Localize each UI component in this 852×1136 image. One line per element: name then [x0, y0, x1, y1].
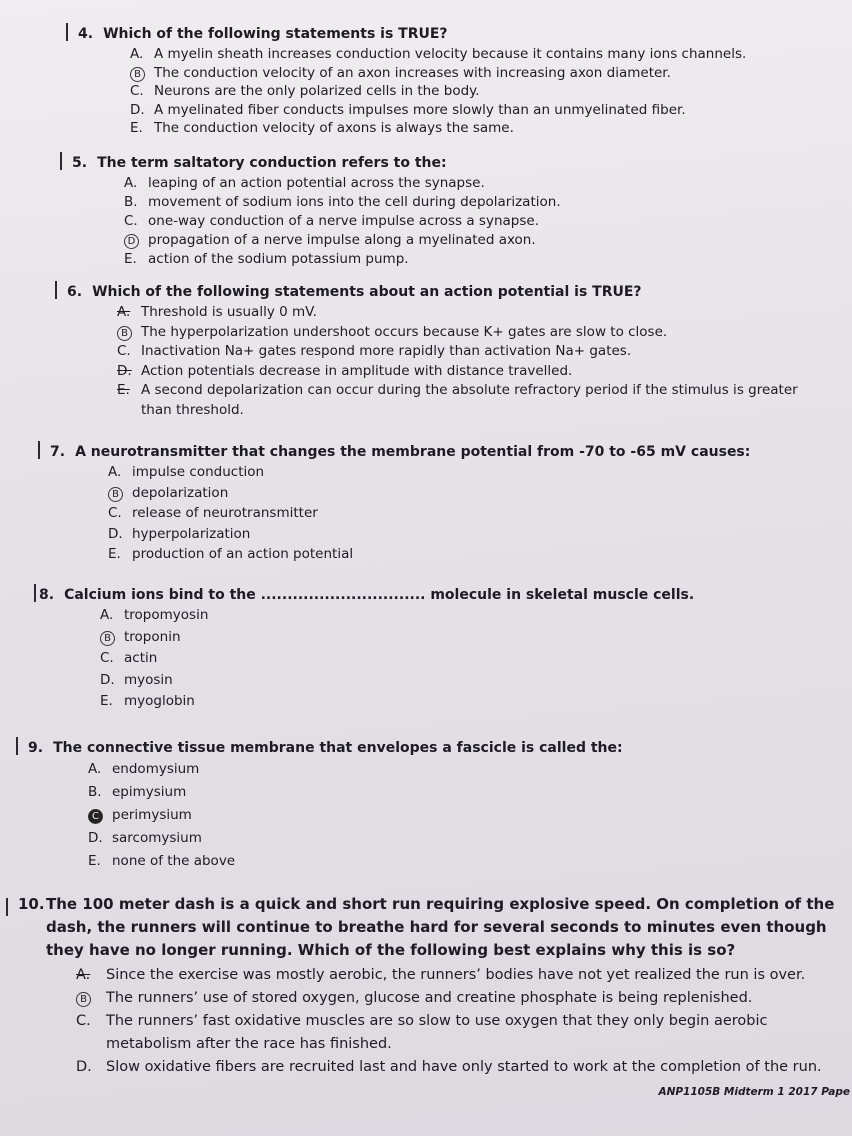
question-6-stem	[55, 278, 830, 300]
option-e: E. The conduction velocity of axons is always the same.	[130, 120, 514, 136]
question-text: Which of the following statements about an action potential is TRUE?	[92, 284, 642, 300]
option-d: D. A myelinated fiber conducts impulses more slowly than an unmyelinated fiber.	[130, 101, 686, 118]
question-text: The connective tissue membrane that envelopes a fascicle is called the:	[53, 740, 623, 756]
question-8	[34, 581, 824, 713]
answer-mark-crossed: D.	[117, 362, 132, 379]
option-b: B The conduction velocity of an axon increases with increasing axon diameter.	[130, 64, 826, 83]
option-c: C. release of neurotransmitter	[108, 505, 318, 521]
option-a: A. endomysium	[88, 761, 200, 777]
option-b: B. epimysium	[88, 784, 187, 800]
margin-tick	[34, 584, 36, 602]
question-number: 4.	[78, 26, 94, 42]
option-b: B troponin	[100, 627, 824, 649]
option-list	[16, 758, 816, 873]
option-a: A. Since the exercise was mostly aerobic, the runners’ bodies have not yet realized the run is over.	[76, 964, 844, 987]
question-text: The 100 meter dash is a quick and short run requiring explosive speed. On completion of the dash, the runners will continue to breathe hard for several seconds to minutes even though they have no longer running. Which of the following best explains why this is so?	[46, 895, 835, 959]
answer-mark-circled: B	[100, 631, 115, 646]
option-d: D. hyperpolarization	[108, 525, 251, 542]
answer-mark-circled: D	[124, 234, 139, 249]
question-6	[55, 278, 830, 420]
margin-tick	[55, 281, 57, 299]
option-c: C. Inactivation Na+ gates respond more rapidly than activation Na+ gates.	[117, 343, 632, 359]
question-text: Calcium ions bind to the ............................... molecule in skeletal muscle cells.	[64, 587, 695, 603]
question-9	[16, 734, 816, 873]
option-b: B. movement of sodium ions into the cell during depolarization.	[124, 194, 561, 210]
question-10	[6, 893, 844, 1079]
answer-mark-filled: C	[88, 809, 103, 824]
option-d: D. Action potentials decrease in amplitude with distance travelled.	[117, 362, 830, 382]
option-list	[6, 964, 844, 1079]
option-a: A. Threshold is usually 0 mV.	[117, 303, 830, 323]
option-e: E. none of the above	[88, 853, 236, 869]
option-e: E. production of an action potential	[108, 546, 354, 562]
option-e: E. A second depolarization can occur during the absolute refractory period if the stimulus is greater than threshold.	[117, 382, 798, 418]
question-8-stem	[34, 581, 824, 603]
answer-mark-circled: B	[108, 487, 123, 502]
option-d: D. Slow oxidative fibers are recruited last and have only started to work at the completion of the run.	[76, 1059, 822, 1075]
option-b: B The runners’ use of stored oxygen, glucose and creatine phosphate is being replenished.	[76, 987, 844, 1010]
option-list	[66, 45, 826, 138]
option-list	[55, 303, 830, 420]
question-4-stem	[66, 20, 826, 42]
question-number: 10.	[18, 895, 45, 913]
question-number: 9.	[28, 740, 44, 756]
option-c: C. The runners’ fast oxidative muscles are so slow to use oxygen that they only begin aerobic metabolism after the race has finished.	[76, 1013, 768, 1052]
question-number: 6.	[67, 284, 83, 300]
answer-mark-circled: B	[117, 326, 132, 341]
option-d: D. sarcomysium	[88, 830, 202, 846]
question-5-stem	[60, 149, 820, 171]
answer-mark-circled: B	[76, 992, 91, 1007]
option-list	[38, 462, 818, 565]
question-10-stem	[6, 893, 844, 962]
answer-mark-crossed: A.	[117, 304, 131, 320]
option-c: C. actin	[100, 650, 158, 666]
option-a: A. tropomyosin	[100, 607, 209, 623]
option-e: E. myoglobin	[100, 693, 195, 709]
option-list	[60, 174, 820, 269]
option-c: C. Neurons are the only polarized cells in the body.	[130, 83, 480, 99]
option-list	[34, 605, 824, 713]
option-b: B The hyperpolarization undershoot occurs because K+ gates are slow to close.	[117, 323, 830, 343]
margin-tick	[60, 152, 62, 170]
question-text: The term saltatory conduction refers to the:	[97, 155, 447, 171]
option-c: C. one-way conduction of a nerve impulse across a synapse.	[124, 213, 539, 229]
margin-tick	[16, 737, 18, 755]
answer-mark-crossed: A.	[76, 967, 91, 983]
margin-tick	[38, 441, 40, 459]
answer-mark-crossed: E.	[117, 382, 130, 398]
option-c: C perimysium	[88, 804, 816, 827]
option-e: E. action of the sodium potassium pump.	[124, 251, 409, 267]
question-number: 8.	[39, 587, 55, 603]
option-d: D. myosin	[100, 671, 173, 688]
question-number: 5.	[72, 155, 88, 171]
option-a: A. A myelin sheath increases conduction velocity because it contains many ions channels.	[130, 46, 747, 62]
option-b: B depolarization	[108, 483, 818, 504]
question-9-stem	[16, 734, 816, 756]
question-5	[60, 149, 820, 269]
question-number: 7.	[50, 444, 66, 460]
page-footer: ANP1105B Midterm 1 2017 Pape	[658, 1086, 850, 1098]
question-7-stem	[38, 438, 818, 460]
answer-mark-circled: B	[130, 67, 145, 82]
margin-tick	[6, 898, 8, 916]
option-a: A. leaping of an action potential across the synapse.	[124, 175, 485, 191]
question-text: A neurotransmitter that changes the membrane potential from -70 to -65 mV causes:	[75, 444, 751, 460]
question-7	[38, 438, 818, 565]
margin-tick	[66, 23, 68, 41]
question-text: Which of the following statements is TRUE?	[103, 26, 448, 42]
question-4	[66, 20, 826, 138]
option-d: D propagation of a nerve impulse along a myelinated axon.	[124, 231, 820, 250]
option-a: A. impulse conduction	[108, 464, 265, 480]
